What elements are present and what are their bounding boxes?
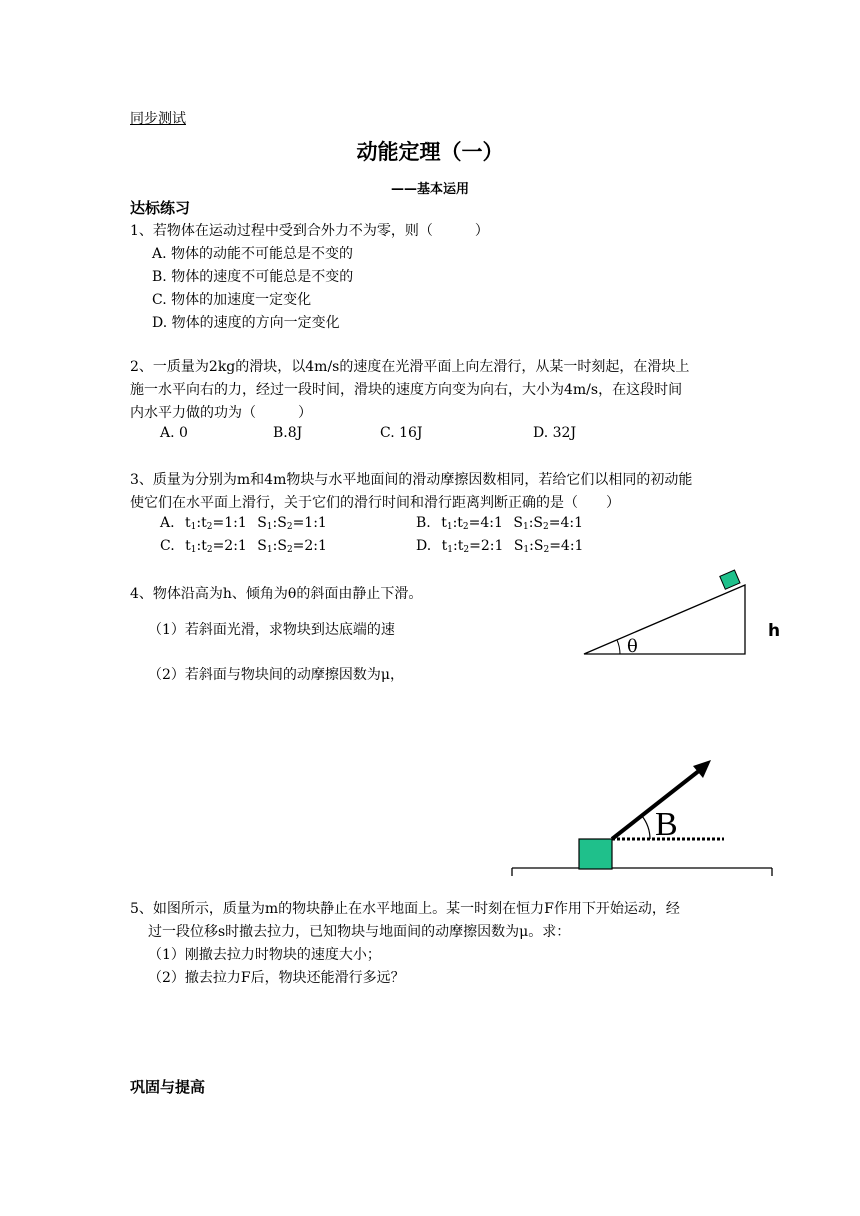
- question-3-option-a: [160, 515, 327, 532]
- question-2-line-2: 施一水平向右的力，经过一段时间，滑块的速度方向变为向右，大小为4m/s，在这段时间: [130, 382, 683, 398]
- question-3-option-c: [160, 538, 327, 555]
- distance-ratio: $S_1:S_2=4:1$: [513, 538, 584, 555]
- time-ratio: $t_1:t_2=4:1$: [441, 515, 503, 532]
- distance-ratio: $S_1:S_2=4:1$: [513, 515, 584, 532]
- option-label: D.: [416, 538, 432, 554]
- incline-triangle: [584, 585, 745, 654]
- section-heading-practice: 达标练习: [130, 199, 191, 217]
- question-4-stem: 4、物体沿高为h、倾角为θ的斜面由静止下滑。: [130, 586, 423, 602]
- force-angle-label: B: [655, 806, 678, 843]
- page-subtitle: ——基本运用: [390, 182, 469, 197]
- question-2-line-1: 2、一质量为2kg的滑块，以4m/s的速度在光滑平面上向左滑行，从某一时刻起，在滑块上: [130, 359, 690, 375]
- question-3-option-b: [416, 515, 583, 532]
- question-5-sub-2: （2）撤去拉力F后，物块还能滑行多远？: [148, 970, 405, 986]
- question-4-sub-2: （2）若斜面与物块间的动摩擦因数为μ，: [148, 667, 405, 683]
- page-title: 动能定理（一）: [356, 140, 504, 164]
- option-label: C.: [160, 538, 175, 554]
- question-3-option-d: [416, 538, 583, 555]
- question-3-line-2: 使它们在水平面上滑行，关于它们的滑行时间和滑行距离判断正确的是（ ）: [130, 495, 620, 511]
- section-heading-advanced: 巩固与提高: [130, 1078, 206, 1096]
- incline-block: [720, 570, 740, 589]
- distance-ratio: $S_1:S_2=2:1$: [257, 538, 327, 555]
- question-1-option-c: C. 物体的加速度一定变化: [152, 292, 312, 308]
- doc-tag: 同步测试: [130, 111, 186, 127]
- time-ratio: $t_1:t_2=2:1$: [185, 538, 247, 555]
- incline-figure: [580, 566, 800, 666]
- angle-arc: [617, 640, 620, 654]
- question-2-option-b: B.8J: [273, 425, 303, 441]
- question-5-line-2: 过一段位移s时撤去拉力，已知物块与地面间的动摩擦因数为μ。求：: [148, 924, 571, 940]
- force-angle-arc: [642, 816, 650, 839]
- question-1-option-a: A. 物体的动能不可能总是不变的: [152, 246, 354, 262]
- question-1-option-d: D. 物体的速度的方向一定变化: [152, 315, 340, 331]
- question-1-stem: 1、若物体在运动过程中受到合外力不为零，则（ ）: [130, 223, 489, 239]
- question-2-option-c: C. 16J: [380, 425, 423, 441]
- question-2-line-3: 内水平力做的功为（ ）: [130, 405, 312, 421]
- pull-force-figure: [510, 755, 780, 880]
- question-1-option-b: B. 物体的速度不可能总是不变的: [152, 269, 354, 285]
- question-2-option-a: A. 0: [160, 425, 188, 441]
- pulled-block: [579, 839, 612, 869]
- question-5-line-1: 5、如图所示，质量为m的物块静止在水平地面上。某一时刻在恒力F作用下开始运动，经: [130, 901, 680, 917]
- distance-ratio: $S_1:S_2=1:1$: [257, 515, 327, 532]
- angle-theta-label: θ: [627, 636, 638, 657]
- time-ratio: $t_1:t_2=1:1$: [185, 515, 247, 532]
- question-2-option-d: D. 32J: [533, 425, 577, 441]
- question-3-line-1: 3、质量为分别为m和4m物块与水平地面间的滑动摩擦因数相同，若给它们以相同的初动能: [130, 472, 693, 488]
- question-4-sub-1: （1）若斜面光滑，求物块到达底端的速: [148, 622, 395, 638]
- option-label: B.: [416, 515, 431, 531]
- time-ratio: $t_1:t_2=2:1$: [441, 538, 504, 555]
- question-5-sub-1: （1）刚撤去拉力时物块的速度大小；: [148, 947, 381, 963]
- option-label: A.: [160, 515, 175, 531]
- height-label: h: [768, 621, 781, 641]
